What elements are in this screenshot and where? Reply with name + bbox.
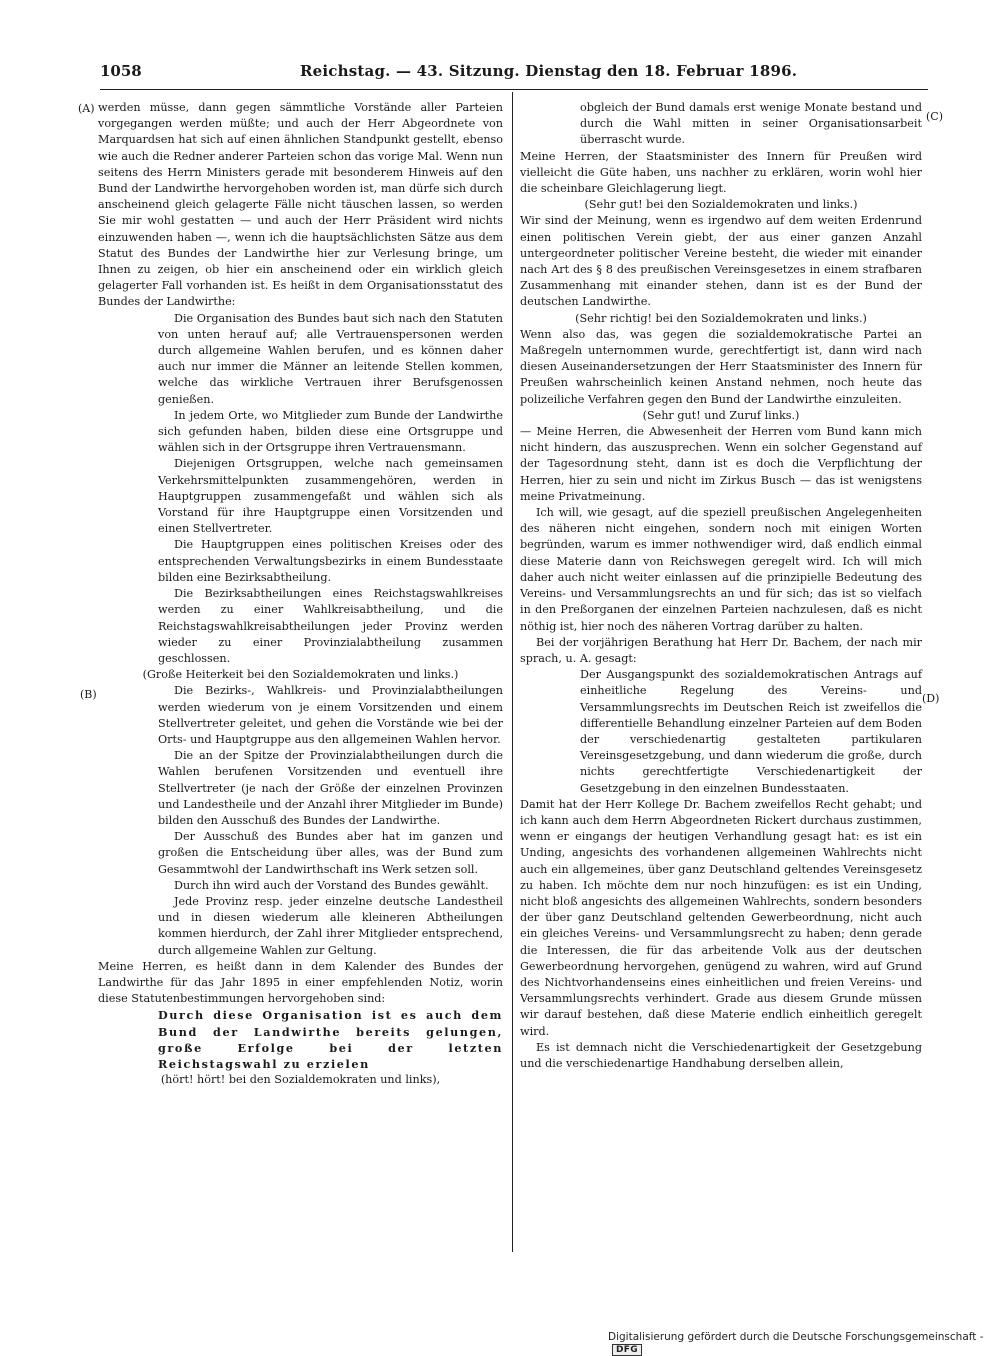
running-title: Reichstag. — 43. Sitzung. Dienstag den 18. Februar 1896. [300, 62, 798, 80]
spaced-quote: Durch diese Organisation ist es auch dem Bund der Landwirthe bereits gelungen, große Erfolge bei der letzten Reichstagswahl zu erzielen [158, 1008, 503, 1071]
bachem-quote: Der Ausgangspunkt des sozialdemokratischen Antrags auf einheitliche Regelung des Vereins- und Versammlungsrechts im Deutschen Reich ist zweifellos die differentielle Behandlung einzelner Parteien auf dem Boden der verschiedenartig gestalteten partikularen Vereinsgesetzgebung, und dann wiederum die große, durch nichts gerechtfertigte Verschiedenartigkeit der Gesetzgebung in den einzelnen Bundesstaaten. [580, 668, 922, 795]
paragraph: Wenn also das, was gegen die sozialdemokratische Partei an Maßregeln unternommen wurde, gerechtfertigt ist, dann wird nach diesen Auseinandersetzungen der Herr Staatsminister des Innern für Preußen wahrscheinlich keinen Anstand nehmen, noch heute das polizeiliche Verfahren gegen den Bund der Landwirthe einzuleiten. [520, 327, 922, 406]
paragraph: Bei der vorjährigen Berathung hat Herr Dr. Bachem, der nach mir sprach, u. A. gesagt: [520, 635, 922, 665]
left-column [98, 100, 503, 1088]
dfg-logo-icon: DFG [612, 1344, 642, 1356]
digitization-credit [608, 1331, 1000, 1356]
margin-marker-c: (C) [926, 110, 943, 123]
interjection: (Sehr gut! bei den Sozialdemokraten und links.) [584, 198, 858, 212]
column-divider [512, 92, 513, 1252]
statute-quote: Die an der Spitze der Provinzialabtheilungen durch die Wahlen berufenen Vorsitzenden und eventuell ihre Stellvertreter (je nach der Größe der einzelnen Provinzen und Landestheile und der Anzahl ihrer Mitglieder im Bunde) bilden den Ausschuß des Bundes der Landwirthe. [158, 749, 503, 827]
margin-marker-a: (A) [78, 102, 95, 115]
paragraph: Meine Herren, es heißt dann in dem Kalender des Bundes der Landwirthe für das Jahr 1895 in einer empfehlenden Notiz, worin diese Statutenbestimmungen hervorgehoben sind: [98, 959, 503, 1006]
statute-quote: In jedem Orte, wo Mitglieder zum Bunde der Landwirthe sich gefunden haben, bilden diese eine Ortsgruppe und wählen sich in der Ortsgruppe ihren Vertrauensmann. [158, 408, 503, 455]
interjection: (Sehr gut! und Zuruf links.) [642, 408, 800, 422]
interjection: (hört! hört! bei den Sozialdemokraten und links), [160, 1073, 441, 1087]
interjection: (Sehr richtig! bei den Sozialdemokraten und links.) [575, 311, 867, 325]
paragraph: Wir sind der Meinung, wenn es irgendwo auf dem weiten Erdenrund einen politischen Verein giebt, der aus einer ganzen Anzahl untergeordneter politischer Vereine besteht, die wieder mit einander nach Art des § 8 des preußischen Vereinsgesetzes in einem strafbaren Zusammenhang mit einander stehen, dann ist es der Bund der deutschen Landwirthe. [520, 214, 922, 309]
page-number: 1058 [100, 62, 142, 80]
statute-quote: Durch ihn wird auch der Vorstand des Bundes gewählt. [174, 878, 489, 892]
right-column [520, 100, 922, 1072]
statute-quote: Die Bezirksabtheilungen eines Reichstagswahlkreises werden zu einer Wahlkreisabtheilung, und die Reichstagswahlkreisabtheilungen jeder Provinz werden wieder zu einer Provinzialabtheilung zusammen geschlossen. [158, 587, 503, 665]
credit-text: Digitalisierung gefördert durch die Deutsche Forschungsgemeinschaft - [608, 1331, 984, 1343]
statute-quote: Diejenigen Ortsgruppen, welche nach gemeinsamen Verkehrsmittelpunkten zusammengehören, werden in Hauptgruppen zusammengefaßt und wählen sich als Vorstand für ihre Hauptgruppe einen Vorsitzenden und einen Stellvertreter. [158, 457, 503, 536]
margin-marker-d: (D) [922, 692, 940, 705]
header-rule [100, 89, 928, 90]
paragraph: — Meine Herren, die Abwesenheit der Herren vom Bund kann mich nicht hindern, das auszusprechen. Wenn ein solcher Gegenstand auf der Tagesordnung steht, dann ist es doch die Verpflichtung der Herren, hier zu sein und nicht im Zirkus Busch — das ist wenigstens meine Privatmeinung. [520, 425, 922, 503]
paragraph: Es ist demnach nicht die Verschiedenartigkeit der Gesetzgebung und die verschiedenartige Handhabung derselben allein, [520, 1040, 922, 1070]
interjection: (Große Heiterkeit bei den Sozialdemokraten und links.) [142, 668, 459, 682]
statute-quote: Die Hauptgruppen eines politischen Kreises oder des entsprechenden Verwaltungsbezirks in einem Bundesstaate bilden eine Bezirksabtheilung. [158, 538, 503, 584]
paragraph: Ich will, wie gesagt, auf die speziell preußischen Angelegenheiten des näheren nicht eingehen, sondern noch mit einigen Worten begründen, warum es immer nothwendiger wird, daß endlich einmal diese Materie dann von Reichswegen geregelt wird. Ich will mich daher auch nicht weiter einlassen auf die prinzipielle Bedeutung des Vereins- und Versammlungsrechts an und für sich; das ist so vielfach in den Preßorganen der einzelnen Parteien nachzulesen, daß es nicht nöthig ist, hier noch des näheren Vortrag darüber zu halten. [520, 506, 922, 633]
running-header [100, 62, 928, 88]
paragraph: Damit hat der Herr Kollege Dr. Bachem zweifellos Recht gehabt; und ich kann auch dem Herrn Abgeordneten Rickert durchaus zustimmen, wenn er eingangs der heutigen Verhandlung gesagt hat: es ist ein Unding, angesichts des vorhandenen allgemeinen Wahlrechts nicht auch ein allgemeines, über ganz Deutschland geltendes Vereinsgesetz zu haben. Ich möchte dem nur noch hinzufügen: es ist ein Unding, nicht bloß angesichts des allgemeinen Wahlrechts, sondern besonders der über ganz Deutschland geltenden Gewerbeordnung, nicht auch ein gleiches Vereins- und Versammlungsrecht zu haben; denn gerade die Interessen, die für das arbeitende Volk aus der deutschen Gewerbeordnung hervorgehen, genügend zu wahren, wird auf Grund des Nichtvorhandenseins eines einheitlichen und freien Vereins- und Versammlungsrechts verhindert. Grade aus diesem Grunde müssen wir darauf bestehen, daß diese Materie endlich einheitlich geregelt wird. [520, 797, 922, 1038]
statute-quote: Der Ausschuß des Bundes aber hat im ganzen und großen die Entscheidung über alles, was der Bund zum Gesammtwohl der Landwirthschaft ins Werk setzen soll. [158, 830, 503, 876]
paragraph: Meine Herren, der Staatsminister des Innern für Preußen wird vielleicht die Güte haben, uns nachher zu erklären, worin wohl hier die scheinbare Gleichlagerung liegt. [520, 149, 922, 196]
margin-marker-b: (B) [80, 688, 97, 701]
statute-quote: Die Bezirks-, Wahlkreis- und Provinzialabtheilungen werden wiederum von je einem Vorsitzenden und einem Stellvertreter geleitet, und gehen die Vorstände wie bei der Orts- und Hauptgruppe aus den allgemeinen Wahlen hervor. [158, 684, 503, 746]
paragraph: werden müsse, dann gegen sämmtliche Vorstände aller Parteien vorgegangen werden müßte; und auch der Herr Abgeordnete von Marquardsen hat sich auf einen ähnlichen Standpunkt gestellt, ebenso wie auch die Redner anderer Parteien schon das vorige Mal. Wenn nun seitens des Herrn Ministers gerade mit besonderem Hinweis auf den Bund der Landwirthe hervorgehoben worden ist, man dürfe sich durch anscheinend gleich gelagerte Fälle nicht täuschen lassen, so werden Sie mir wohl gestatten — und auch der Herr Präsident wird nichts einzuwenden haben —, wenn ich die hauptsächlichsten Sätze aus dem Statut des Bundes der Landwirthe hier zur Verlesung bringe, um Ihnen zu zeigen, ob hier ein anscheinend oder ein wirklich gleich gelagerter Fall vorhanden ist. Es heißt in dem Organisationsstatut des Bundes der Landwirthe: [98, 101, 503, 309]
statute-quote: Jede Provinz resp. jeder einzelne deutsche Landestheil und in diesen wiederum alle kleineren Abtheilungen kommen hierdurch, der Zahl ihrer Mitglieder entsprechend, durch allgemeine Wahlen zur Geltung. [158, 894, 503, 957]
statute-quote: Die Organisation des Bundes baut sich nach den Statuten von unten herauf auf; alle Vertrauenspersonen werden durch allgemeine Wahlen berufen, und es können daher auch nur immer die Männer an leitende Stellen kommen, welche das wirkliche Vertrauen ihrer Berufsgenossen genießen. [158, 311, 503, 406]
quote-continuation: obgleich der Bund damals erst wenige Monate bestand und durch die Wahl mitten in seiner Organisationsarbeit überrascht wurde. [580, 101, 922, 147]
